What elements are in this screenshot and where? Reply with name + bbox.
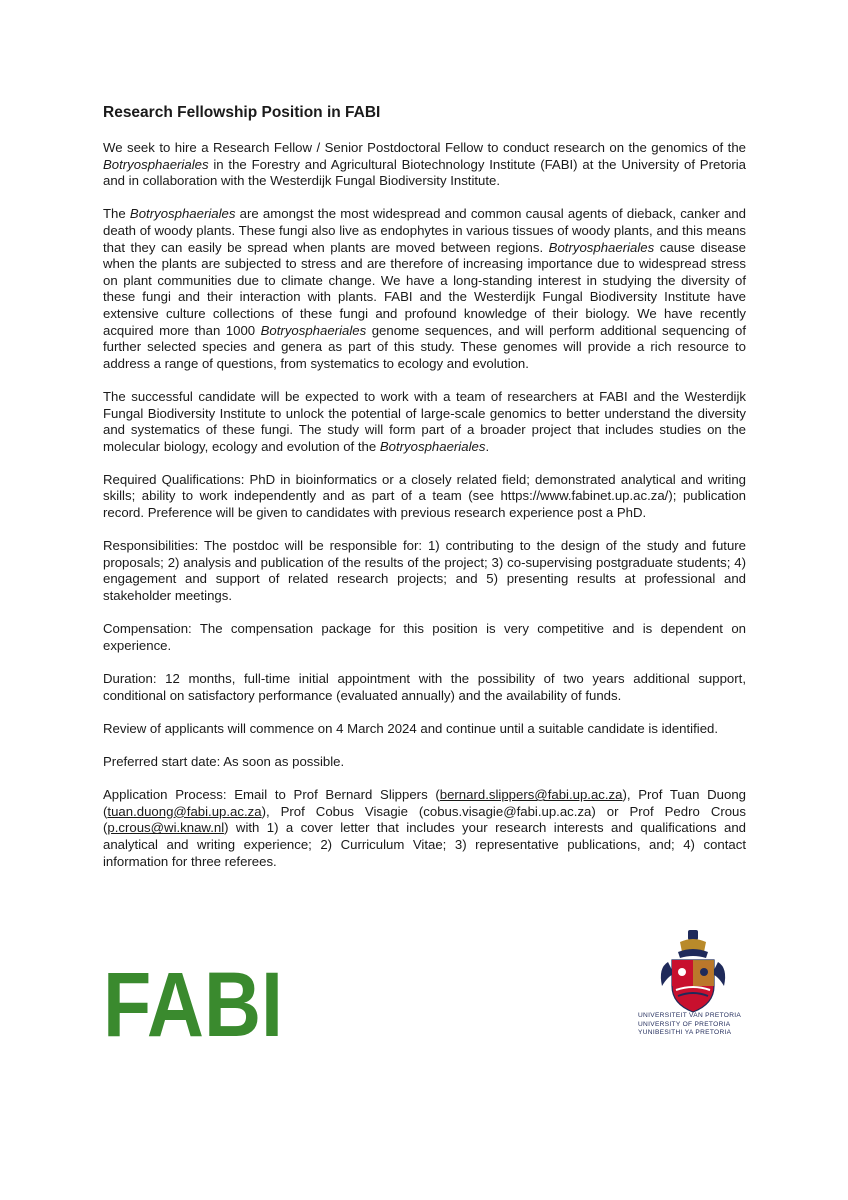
email-link-crous[interactable]: p.crous@wi.knaw.nl — [107, 820, 225, 836]
application-paragraph: Application Process: Email to Prof Bernard Slippers (bernard.slippers@fabi.up.ac.za), Prof Tuan Duong (tuan.duong@fabi.up.ac.za), Prof Cobus Visagie (cobus.visagie@fabi.up.ac.za) or Prof Pedro Crous (p.crous@wi.knaw.nl) with 1) a cover letter that includes your research interests and qualifications and analytical and writing experience; 2) Curriculum Vitae; 3) representative publications, and; 4) contact information for three referees. — [103, 787, 746, 869]
up-wordmark-sepedi: YUNIBESITHI YA PRETORIA — [638, 1029, 732, 1037]
review-paragraph: Review of applicants will commence on 4 March 2024 and continue until a suitable candidate is identified. — [103, 720, 719, 736]
intro-paragraph: We seek to hire a Research Fellow / Senior Postdoctoral Fellow to conduct research on the genomics of the Botryosphaeriales in the Forestry and Agricultural Biotechnology Institute (FABI) at the University of Pretoria and in collaboration with the Westerdijk Fungal Biodiversity Institute. — [103, 140, 746, 189]
compensation-paragraph: Compensation: The compensation package for this position is very competitive and is dependent on experience. — [103, 621, 746, 653]
crest-shield-icon — [672, 960, 714, 1012]
document-title: Research Fellowship Position in FABI — [103, 104, 381, 121]
start-date-paragraph: Preferred start date: As soon as possible. — [103, 753, 345, 769]
candidate-paragraph: The successful candidate will be expected to work with a team of researchers at FABI and the Westerdijk Fungal Biodiversity Institute to unlock the potential of large-scale genomics to better understand the diversity and systematics of these fungi. The study will form part of a broader project that includes studies on the molecular biology, ecology and evolution of the Botryosphaeriales. — [103, 388, 746, 454]
fabi-logo — [103, 954, 283, 1056]
duration-paragraph: Duration: 12 months, full-time initial appointment with the possibility of two years additional support, conditional on satisfactory performance (evaluated annually) and the availability of funds. — [103, 671, 746, 703]
document-body — [103, 103, 746, 887]
email-link-slippers[interactable]: bernard.slippers@fabi.up.ac.za — [439, 787, 623, 803]
fabi-logo-text: FABI — [103, 954, 283, 1056]
up-wordmark-afrikaans: UNIVERSITEIT VAN PRETORIA — [638, 1012, 742, 1019]
background-paragraph: The Botryosphaeriales are amongst the most widespread and common causal agents of dieback, canker and death of woody plants. These fungi also live as endophytes in various tissues of woody plants, and this means that they can easily be spread when plants are moved between regions. Botryosphaeriales cause disease when the plants are subjected to stress and are therefore of increasing importance due to widespread stress on plant communities due to climate change. We have a long-standing interest in studying the diversity of these fungi and their interaction with plants. FABI and the Westerdijk Fungal Biodiversity Institute have extensive culture collections of these fungi and profound knowledge of their biology. We have recently acquired more than 1000 Botryosphaeriales genome sequences, and will perform additional sequencing of further selected species and genera as part of this study. These genomes will provide a rich resource to address a range of questions, from systematics to ecology and evolution. — [103, 206, 746, 371]
qualifications-paragraph: Required Qualifications: PhD in bioinformatics or a closely related field; demonstrated analytical and writing skills; ability to work independently and as part of a team (see https://www.fabinet.up.ac.za/); publication record. Preference will be given to candidates with previous research experience post a PhD. — [103, 471, 746, 521]
email-link-duong[interactable]: tuan.duong@fabi.up.ac.za — [107, 803, 262, 819]
crest-helmet-icon — [678, 930, 708, 958]
university-of-pretoria-wordmark — [638, 1012, 762, 1038]
up-wordmark-english: UNIVERSITY OF PRETORIA — [638, 1020, 731, 1028]
responsibilities-paragraph: Responsibilities: The postdoc will be responsible for: 1) contributing to the design of the study and future proposals; 2) analysis and publication of the results of the project; 3) co-supervising postgraduate students; 4) engagement and support of related research projects; and 5) presenting results at professional and stakeholder meetings. — [103, 538, 746, 604]
